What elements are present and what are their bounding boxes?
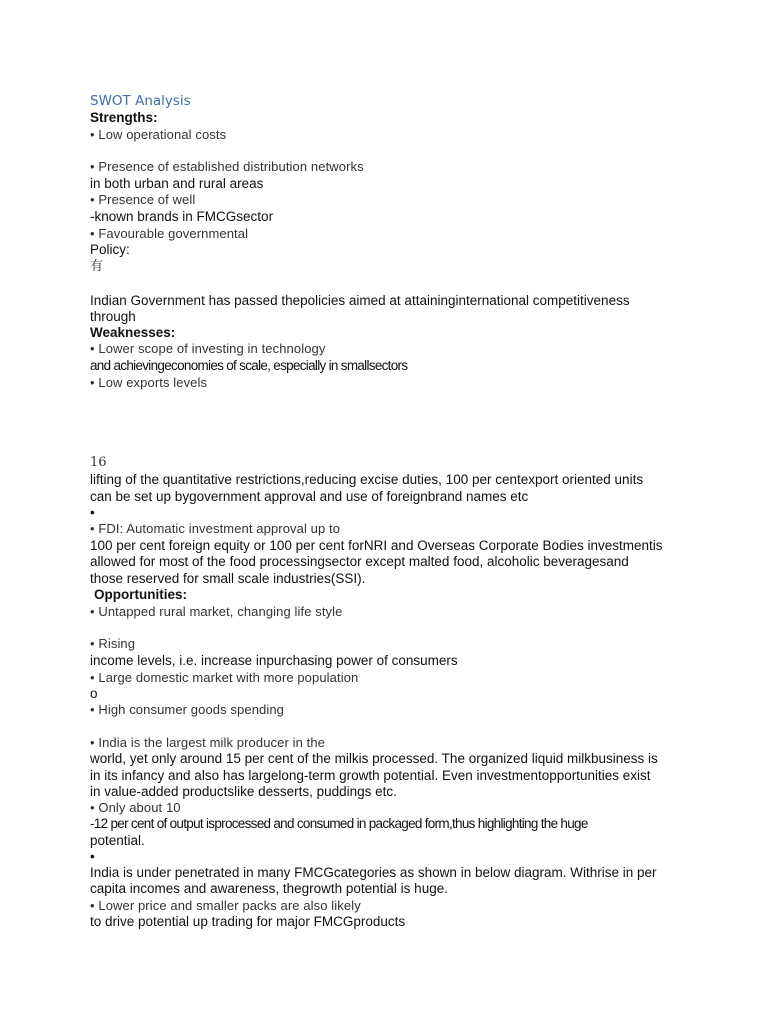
page-title: SWOT Analysis bbox=[90, 93, 191, 109]
text-line: to drive potential up trading for major FMCGproducts bbox=[90, 914, 406, 929]
text-line: -12 per cent of output isprocessed and consumed in packaged form,thus highlighting the huge bbox=[90, 816, 588, 831]
text-line: 100 per cent foreign equity or 100 per cent forNRI and Overseas Corporate Bodies investmentis bbox=[90, 538, 663, 553]
bullet-line: • Low operational costs bbox=[90, 127, 227, 142]
text-line: and achievingeconomies of scale, especially in smallsectors bbox=[90, 358, 408, 373]
text-line: -known brands in FMCGsector bbox=[90, 209, 274, 224]
strengths-heading: Strengths: bbox=[90, 110, 158, 125]
bullet-line: • bbox=[90, 849, 95, 864]
text-line: lifting of the quantitative restrictions,reducing excise duties, 100 per centexport oriented units bbox=[90, 472, 644, 487]
bullet-line: • Rising bbox=[90, 636, 136, 651]
bullet-line: • Favourable governmental bbox=[90, 226, 249, 241]
text-line: India is under penetrated in many FMCGcategories as shown in below diagram. Withrise in per bbox=[90, 865, 657, 880]
bullet-line: • Presence of well bbox=[90, 192, 196, 207]
bullet-line: • bbox=[90, 505, 95, 520]
glyph-line: 有 bbox=[90, 259, 104, 274]
bullet-line: • Lower price and smaller packs are also likely bbox=[90, 898, 361, 913]
text-line: o bbox=[90, 686, 98, 701]
bullet-line: • FDI: Automatic investment approval up to bbox=[90, 521, 341, 536]
bullet-line: • High consumer goods spending bbox=[90, 702, 285, 717]
text-line: allowed for most of the food processingsector except malted food, alcoholic beveragesand bbox=[90, 554, 629, 569]
bullet-line: • Low exports levels bbox=[90, 375, 208, 390]
bullet-line: • Only about 10 bbox=[90, 800, 181, 815]
text-line: in both urban and rural areas bbox=[90, 176, 264, 191]
text-line: world, yet only around 15 per cent of the milkis processed. The organized liquid milkbusiness is bbox=[90, 751, 658, 766]
bullet-line: • Presence of established distribution networks bbox=[90, 159, 364, 174]
text-line: Policy: bbox=[90, 242, 130, 257]
text-line: in value-added productslike desserts, puddings etc. bbox=[90, 784, 397, 799]
text-line: Indian Government has passed thepolicies aimed at attaininginternational competitiveness bbox=[90, 293, 630, 308]
text-line: through bbox=[90, 309, 136, 324]
opportunities-heading: Opportunities: bbox=[94, 587, 187, 602]
bullet-line: • Lower scope of investing in technology bbox=[90, 341, 326, 356]
bullet-line: • Large domestic market with more population bbox=[90, 670, 359, 685]
text-line: income levels, i.e. increase inpurchasing power of consumers bbox=[90, 653, 458, 668]
text-line: can be set up bygovernment approval and use of foreignbrand names etc bbox=[90, 489, 529, 504]
weaknesses-heading: Weaknesses: bbox=[90, 325, 176, 340]
text-line: those reserved for small scale industries(SSI). bbox=[90, 571, 366, 586]
bullet-line: • India is the largest milk producer in the bbox=[90, 735, 326, 750]
text-line: capita incomes and awareness, thegrowth potential is huge. bbox=[90, 881, 448, 896]
page-number: 16 bbox=[90, 455, 107, 470]
bullet-line: • Untapped rural market, changing life style bbox=[90, 604, 343, 619]
text-line: in its infancy and also has largelong-term growth potential. Even investmentopportunities exist bbox=[90, 768, 651, 783]
text-line: potential. bbox=[90, 833, 145, 848]
